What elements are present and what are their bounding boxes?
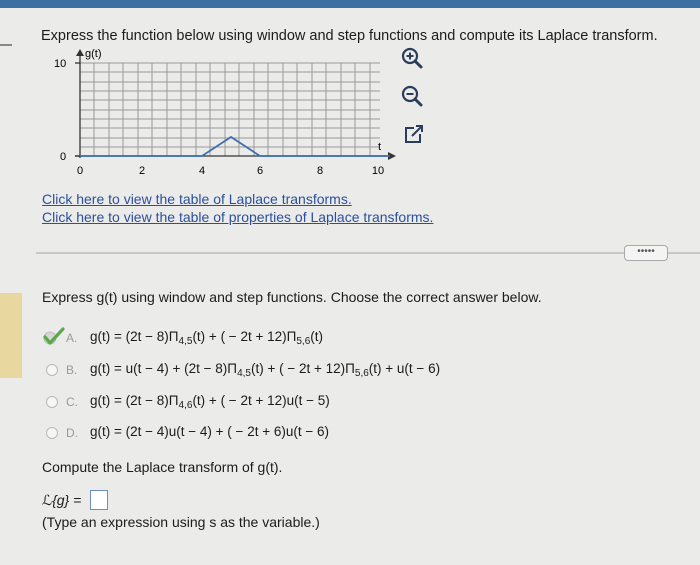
- option-letter: C.: [66, 395, 78, 409]
- top-bar: [0, 0, 700, 8]
- compute-text: Compute the Laplace transform of g(t).: [42, 459, 283, 475]
- question-page: [0, 8, 700, 565]
- x-tick-label-10: 10: [371, 165, 385, 177]
- answer-input[interactable]: [90, 490, 108, 510]
- y-label: g(t): [85, 48, 102, 60]
- radio-button[interactable]: [46, 427, 58, 439]
- x-tick-label-6: 6: [256, 165, 264, 177]
- laplace-table-link[interactable]: Click here to view the table of Laplace transforms.: [42, 191, 352, 207]
- x-label: t: [378, 141, 382, 153]
- option-formula: $g(t) = (2t - 8)\Pi_{4,5}(t)$ + ( − $2t + 12)\Pi_{5,6}(t)$: [90, 329, 324, 347]
- section-divider: [36, 252, 700, 254]
- graph-grid: [80, 63, 380, 156]
- x-tick-label-8: 8: [316, 165, 324, 177]
- checkmark-icon: [42, 327, 66, 347]
- option-letter: A.: [66, 331, 78, 345]
- option-formula: $g(t) = (2t - 8)\Pi_{4,6}(t)$ + ( − 2t + 12)u(t − 5): [90, 393, 330, 411]
- option-letter: B.: [66, 363, 78, 377]
- zoom-out-icon[interactable]: [400, 84, 424, 108]
- x-tick-label-0: 0: [76, 165, 84, 177]
- prompt-text: Express g(t) using window and step functions. Choose the correct answer below.: [42, 289, 542, 305]
- option-formula: $g(t) = u(t - 4) + (2t - 8)\Pi_{4,5}(t)$ + ( − $2t + 12)\Pi_{5,6}(t) + u(t - 6)$: [90, 361, 441, 379]
- question-text: Express the function below using window and step functions and compute its Laplace transform.: [41, 28, 658, 44]
- function-graph: [54, 46, 399, 181]
- left-tab-marker: [0, 44, 12, 46]
- laplace-label: ℒ{g} =: [42, 492, 82, 508]
- radio-button[interactable]: [46, 396, 58, 408]
- radio-button[interactable]: [46, 364, 58, 376]
- more-button[interactable]: •••••: [624, 245, 668, 261]
- laplace-properties-link[interactable]: Click here to view the table of properties of Laplace transforms.: [42, 209, 434, 225]
- popout-icon[interactable]: [402, 122, 426, 146]
- x-tick-label-4: 4: [198, 165, 206, 177]
- hint-text: (Type an expression using s as the variable.): [42, 514, 320, 530]
- option-formula: g(t) = (2t − 4)u(t − 4) + ( − 2t + 6)u(t − 6): [90, 424, 329, 439]
- y-tick-label-0: 0: [60, 151, 67, 163]
- option-letter: D.: [66, 426, 78, 440]
- y-axis-arrow: [76, 49, 84, 56]
- left-highlight-strip: [0, 293, 22, 378]
- y-tick-label-10: 10: [54, 58, 67, 70]
- zoom-in-icon[interactable]: [400, 46, 424, 70]
- x-tick-label-2: 2: [138, 165, 146, 177]
